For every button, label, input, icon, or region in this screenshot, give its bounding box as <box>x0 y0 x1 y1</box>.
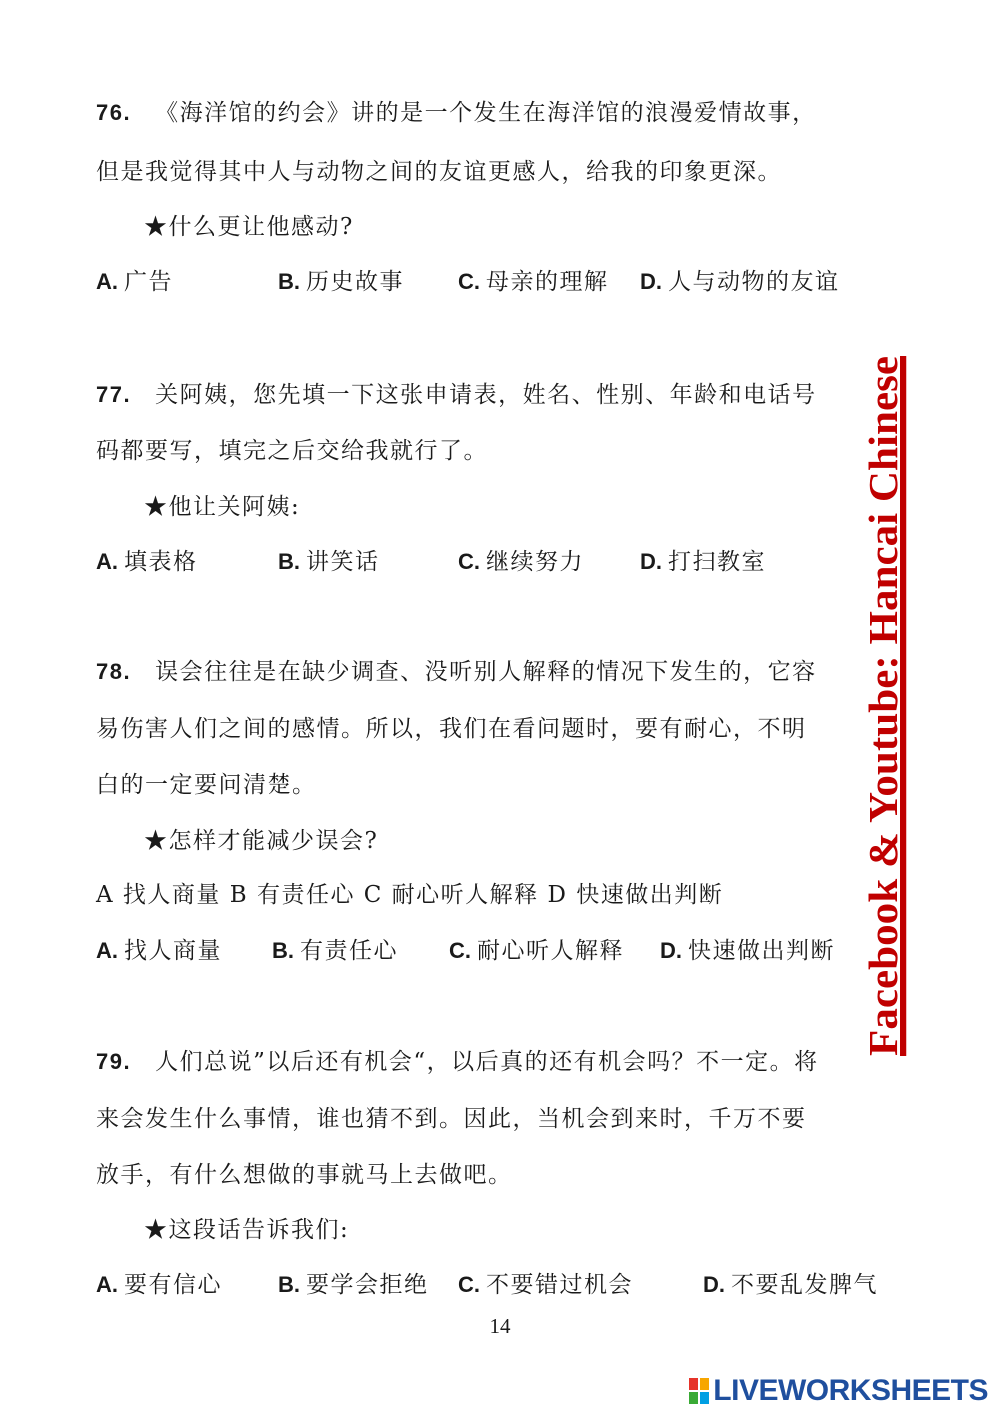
q76-prompt: ★什么更让他感动? <box>144 214 354 240</box>
brand-name: LIVEWORKSHEETS <box>713 1374 988 1407</box>
q77-option-a[interactable]: A. 填表格 <box>96 549 198 575</box>
q79-option-c[interactable]: C. 不要错过机会 <box>458 1272 633 1298</box>
q78-line-3: 白的一定要问清楚。 <box>96 772 317 798</box>
q76-option-d[interactable]: D. 人与动物的友谊 <box>640 269 840 295</box>
q76-line-2: 但是我觉得其中人与动物之间的友谊更感人，给我的印象更深。 <box>96 159 782 185</box>
q79-line-2: 来会发生什么事情，谁也猜不到。因此，当机会到来时，千万不要 <box>96 1106 807 1132</box>
q79-prompt: ★这段话告诉我们: <box>144 1217 350 1243</box>
page-number: 14 <box>489 1314 511 1338</box>
q77-option-d[interactable]: D. 打扫教室 <box>640 549 766 575</box>
q79-line-1: 79. 人们总说”以后还有机会“，以后真的还有机会吗？不一定。将 <box>96 1049 819 1075</box>
q78-line-1: 78. 误会往往是在缺少调查、没听别人解释的情况下发生的，它容 <box>96 659 817 685</box>
q78-plain-options: A 找人商量 B 有责任心 C 耐心听人解释 D 快速做出判断 <box>96 882 724 908</box>
q78-line-2: 易伤害人们之间的感情。所以，我们在看问题时，要有耐心，不明 <box>96 716 807 742</box>
q78-option-d[interactable]: D. 快速做出判断 <box>660 938 835 964</box>
liveworksheets-logo-icon <box>689 1378 709 1404</box>
q76-number: 76. <box>96 100 132 125</box>
q79-line-3: 放手，有什么想做的事就马上去做吧。 <box>96 1162 513 1188</box>
q77-line-2: 码都要写，填完之后交给我就行了。 <box>96 438 488 464</box>
q79-option-a[interactable]: A. 要有信心 <box>96 1272 222 1298</box>
liveworksheets-brand[interactable] <box>689 1376 988 1406</box>
q77-number: 77. <box>96 382 132 407</box>
q77-prompt: ★他让关阿姨: <box>144 494 301 520</box>
q78-number: 78. <box>96 659 132 684</box>
q79-option-d[interactable]: D. 不要乱发脾气 <box>703 1272 878 1298</box>
q77-option-b[interactable]: B. 讲笑话 <box>278 549 380 575</box>
q76-option-b[interactable]: B. 历史故事 <box>278 269 404 295</box>
q79-option-b[interactable]: B. 要学会拒绝 <box>278 1272 429 1298</box>
q78-option-b[interactable]: B. 有责任心 <box>272 938 398 964</box>
q77-option-c[interactable]: C. 继续努力 <box>458 549 584 575</box>
q79-number: 79. <box>96 1049 132 1074</box>
q78-option-c[interactable]: C. 耐心听人解释 <box>449 938 624 964</box>
q76-option-a[interactable]: A. 广告 <box>96 269 173 295</box>
watermark <box>855 350 913 1062</box>
q78-option-a[interactable]: A. 找人商量 <box>96 938 222 964</box>
watermark-text: Facebook & Youtube: Hancai Chinese <box>860 390 906 1056</box>
q76-line-1: 76. 《海洋馆的约会》讲的是一个发生在海洋馆的浪漫爱情故事， <box>96 100 817 126</box>
q77-line-1: 77. 关阿姨，您先填一下这张申请表，姓名、性别、年龄和电话号 <box>96 382 817 408</box>
q78-prompt: ★怎样才能减少误会? <box>144 828 379 854</box>
q76-option-c[interactable]: C. 母亲的理解 <box>458 269 609 295</box>
